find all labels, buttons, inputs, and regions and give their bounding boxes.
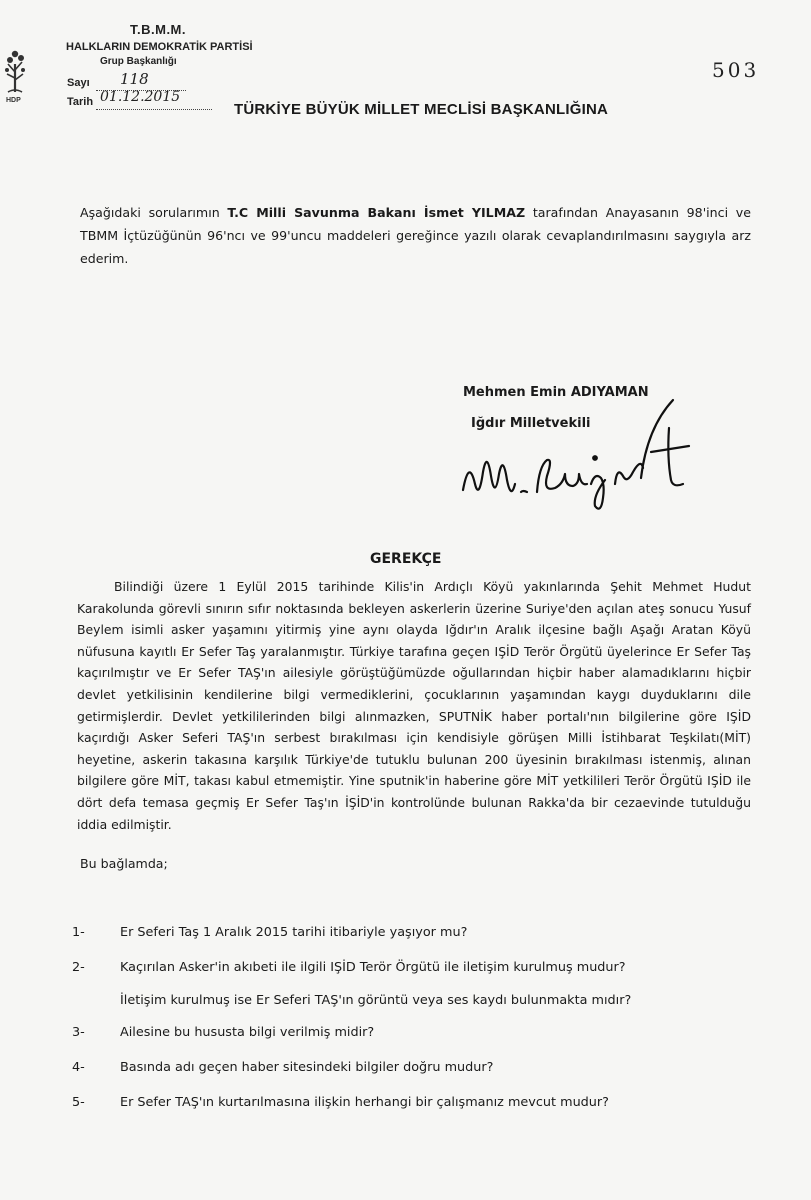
- signer-role: Iğdır Milletvekili: [471, 416, 591, 431]
- stamp-org: T.B.M.M.: [130, 22, 186, 37]
- gerekce-heading: GEREKÇE: [370, 551, 442, 567]
- intro-minister: T.C Milli Savunma Bakanı İsmet YILMAZ: [227, 205, 526, 220]
- question-number: 5-: [72, 1095, 85, 1110]
- document-number: 503: [712, 58, 760, 82]
- stamp-tarih-value: 01.12.2015: [100, 89, 181, 105]
- question-number: 1-: [72, 925, 85, 940]
- question-number: 3-: [72, 1025, 85, 1040]
- intro-text-after: tarafından Anayasanın 98'inci ve TBMM İçtüzüğünün 96'ncı ve 99'uncu maddeleri gereğince yazılı olarak cevaplandırılmasını saygıyla arz ederim.: [80, 205, 751, 266]
- handwritten-signature: [455, 388, 695, 523]
- intro-paragraph: [80, 201, 751, 270]
- stamp-tarih-line: [96, 109, 212, 110]
- question-text: Ailesine bu hususta bilgi verilmiş midir?: [120, 1025, 375, 1040]
- question-number: 2-: [72, 960, 85, 975]
- document-title: TÜRKİYE BÜYÜK MİLLET MECLİSİ BAŞKANLIĞINA: [234, 101, 609, 118]
- stamp-sayi-value: 118: [120, 70, 149, 88]
- hdp-tree-logo-icon: [4, 34, 26, 104]
- question-text: Er Seferi Taş 1 Aralık 2015 tarihi itibariyle yaşıyor mu?: [120, 925, 468, 940]
- gerekce-paragraph: Bilindiği üzere 1 Eylül 2015 tarihinde Kilis'in Ardıçlı Köyü yakınlarında Şehit Mehmet Hudut Karakolunda görevli sınırın sıfır noktasında bekleyen askerlerin üzerine Suriye'den açılan ateş sonucu Yusuf Beylem isimli asker yaşamını yitirmiş yine aynı olayda Iğdır'ın Aralık ilçesine bağlı Aşağı Aratan Köyü nüfusuna kayıtlı Er Sefer Taş yaralanmıştır. Türkiye tarafına geçen IŞİD Terör Örgütü üyelerince Er Sefer Taş kaçırılmıştır ve Er Sefer TAŞ'ın ailesiyle görüştüğümüzde oğullarından hiçbir haber alamadıklarını hiçbir devlet yetkilisinin kendilerine bilgi vermediklerini, çocuklarının yaşamından kaygı duyduklarını dile getirmişlerdir. Devlet yetkililerinden bilgi alınmazken, SPUTNİK haber portalı'nın bilgilerine göre IŞİD kaçırdığı Asker Seferi TAŞ'ın serbest bırakılması için kendisiyle görüşen Milli İstihbarat Teşkilatı(MİT) heyetine, askerin takasına karşılık Türkiye'de tutuklu bulunan 200 üyesinin bırakılması istenmiş, alınan bilgilere göre MİT, takası kabul etmemiştir. Yine sputnik'in haberine göre MİT yetkilileri Terör Örgütü IŞİD ile dört defa temasa geçmiş Er Sefer Taş'ın İŞİD'in kontrolünde bulunan Rakka'da bir cezaevinde tutulduğu iddia edilmiştir.: [77, 579, 751, 832]
- question-text: Basında adı geçen haber sitesindeki bilgiler doğru mudur?: [120, 1060, 494, 1075]
- stamp-party: HALKLARIN DEMOKRATİK PARTİSİ: [66, 41, 253, 53]
- stamp-sayi-label: Sayı: [67, 77, 90, 89]
- question-text: Er Sefer TAŞ'ın kurtarılmasına ilişkin herhangi bir çalışmanız mevcut mudur?: [120, 1095, 609, 1110]
- signer-name: Mehmen Emin ADIYAMAN: [463, 385, 649, 400]
- stamp-group: Grup Başkanlığı: [100, 56, 177, 67]
- context-phrase: Bu bağlamda;: [80, 856, 168, 871]
- question-text: Kaçırılan Asker'in akıbeti ile ilgili IŞİD Terör Örgütü ile iletişim kurulmuş mudur?: [120, 960, 626, 975]
- svg-text:HDP: HDP: [6, 97, 21, 104]
- stamp-tarih-label: Tarih: [67, 96, 94, 108]
- intro-text-before: Aşağıdaki sorularımın: [80, 205, 228, 220]
- question-text: İletişim kurulmuş ise Er Seferi TAŞ'ın görüntü veya ses kaydı bulunmakta mıdır?: [120, 993, 632, 1008]
- incoming-stamp: [0, 0, 253, 115]
- question-number: 4-: [72, 1060, 85, 1075]
